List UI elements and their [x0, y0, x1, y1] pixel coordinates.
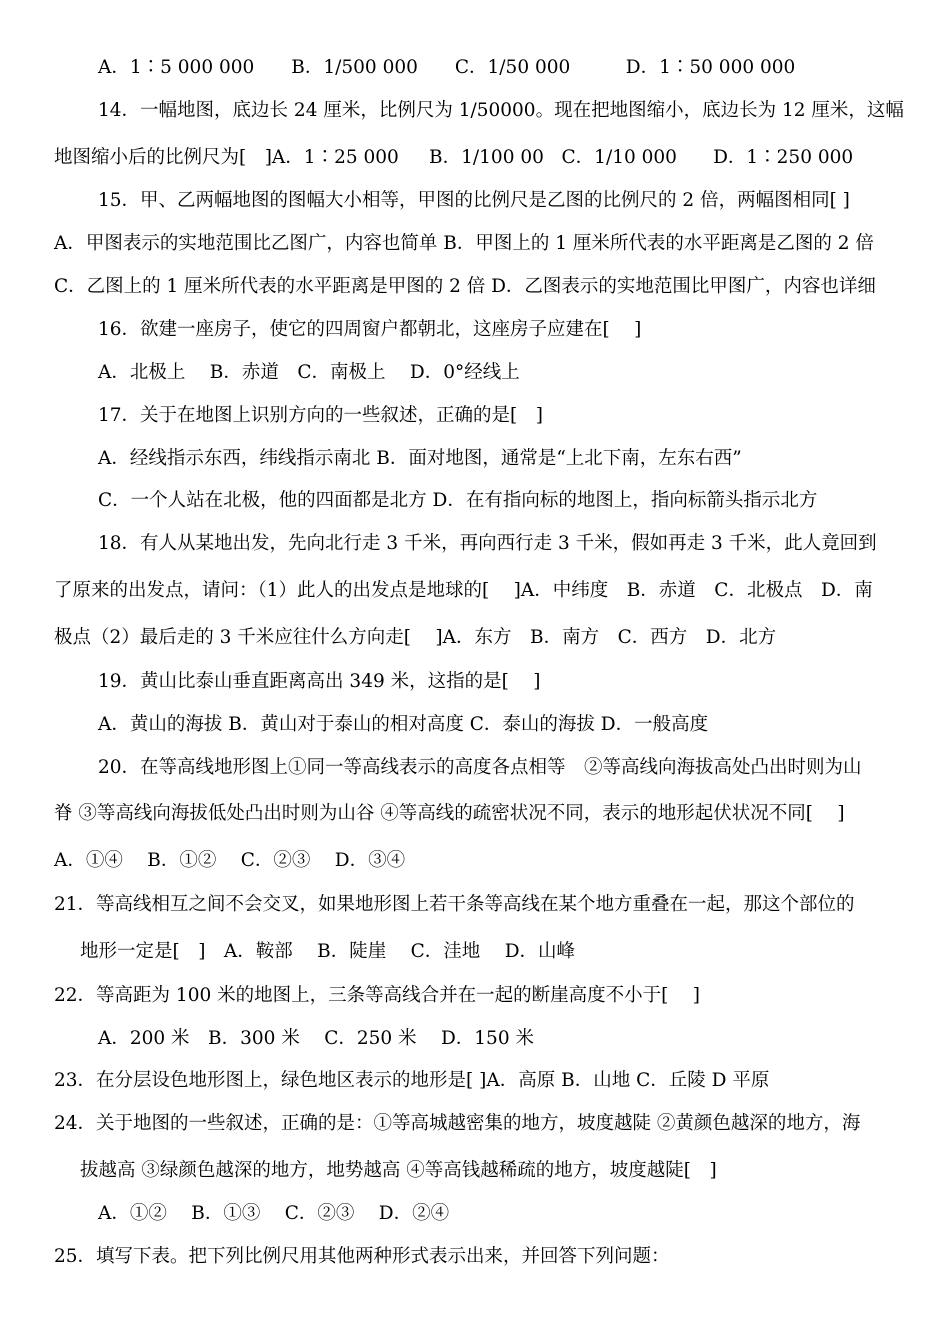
q21-stem: 21．等高线相互之间不会交叉，如果地形图上若干条等高线在某个地方重叠在一起，那这个部位的 — [54, 894, 855, 915]
q13-options: A．1∶5 000 000 B．1/500 000 C．1/50 000 D．1∶50 000 000 — [98, 57, 796, 78]
q16-options: A．北极上 B．赤道 C．南极上 D．0°经线上 — [98, 362, 520, 383]
q17-stem: 17．关于在地图上识别方向的一些叙述，正确的是[ ] — [98, 405, 543, 426]
q16-stem: 16．欲建一座房子，使它的四周窗户都朝北，这座房子应建在[ ] — [98, 319, 642, 340]
q22-stem: 22．等高距为 100 米的地图上，三条等高线合并在一起的断崖高度不小于[ ] — [54, 985, 700, 1006]
q19-stem: 19．黄山比泰山垂直距离高出 349 米，这指的是[ ] — [98, 671, 541, 692]
q24-options: A．①② B．①③ C．②③ D．②④ — [98, 1203, 450, 1224]
q20-options: A．①④ B．①② C．②③ D．③④ — [54, 850, 406, 871]
q15-option-ab: A．甲图表示的实地范围比乙图广，内容也简单 B．甲图上的 1 厘米所代表的水平距离是乙图的 2 倍 — [54, 233, 874, 254]
q18-stem: 18．有人从某地出发，先向北行走 3 千米，再向西行走 3 千米，假如再走 3 千米，此人竟回到 — [98, 533, 877, 554]
q14-options: 地图缩小后的比例尺为[ ]A．1∶25 000 B．1/100 00 C．1/10 000 D．1∶250 000 — [54, 147, 854, 168]
q15-option-cd: C．乙图上的 1 厘米所代表的水平距离是甲图的 2 倍 D．乙图表示的实地范围比甲图广，内容也详细 — [54, 276, 876, 297]
q18-part2: 极点（2）最后走的 3 千米应往什么方向走[ ]A．东方 B．南方 C．西方 D．北方 — [54, 627, 777, 648]
q15-stem: 15．甲、乙两幅地图的图幅大小相等，甲图的比例尺是乙图的比例尺的 2 倍，两幅图相同[ ] — [98, 190, 850, 211]
q19-options: A．黄山的海拔 B．黄山对于泰山的相对高度 C．泰山的海拔 D．一般高度 — [98, 714, 709, 735]
q14-stem: 14．一幅地图，底边长 24 厘米，比例尺为 1/50000。现在把地图缩小，底边长为 12 厘米，这幅 — [98, 100, 904, 121]
q22-options: A．200 米 B．300 米 C．250 米 D．150 米 — [98, 1028, 534, 1049]
q24-stem: 24．关于地图的一些叙述，正确的是：①等高城越密集的地方，坡度越陡 ②黄颜色越深的地方，海 — [54, 1113, 861, 1134]
q25-stem: 25．填写下表。把下列比例尺用其他两种形式表示出来，并回答下列问题： — [54, 1246, 670, 1267]
q18-part1: 了原来的出发点，请问：（1）此人的出发点是地球的[ ]A．中纬度 B．赤道 C．北极点 D．南 — [54, 580, 873, 601]
q24-stem-cont: 拔越高 ③绿颜色越深的地方，地势越高 ④等高钱越稀疏的地方，坡度越陡[ ] — [80, 1160, 717, 1181]
q20-stem: 20．在等高线地形图上①同一等高线表示的高度各点相等 ②等高线向海拔高处凸出时则为山 — [98, 757, 862, 778]
q21-options: 地形一定是[ ] A．鞍部 B．陡崖 C．洼地 D．山峰 — [80, 941, 576, 962]
q17-option-ab: A．经线指示东西，纬线指示南北 B．面对地图，通常是“上北下南，左东右西” — [98, 448, 742, 469]
q17-option-cd: C．一个人站在北极，他的四面都是北方 D．在有指向标的地图上，指向标箭头指示北方 — [98, 490, 818, 511]
q20-stem-cont: 脊 ③等高线向海拔低处凸出时则为山谷 ④等高线的疏密状况不同，表示的地形起伏状况不同[ ] — [54, 803, 845, 824]
q23-stem: 23．在分层设色地形图上，绿色地区表示的地形是[ ]A．高原 B．山地 C．丘陵 D 平原 — [54, 1070, 770, 1091]
